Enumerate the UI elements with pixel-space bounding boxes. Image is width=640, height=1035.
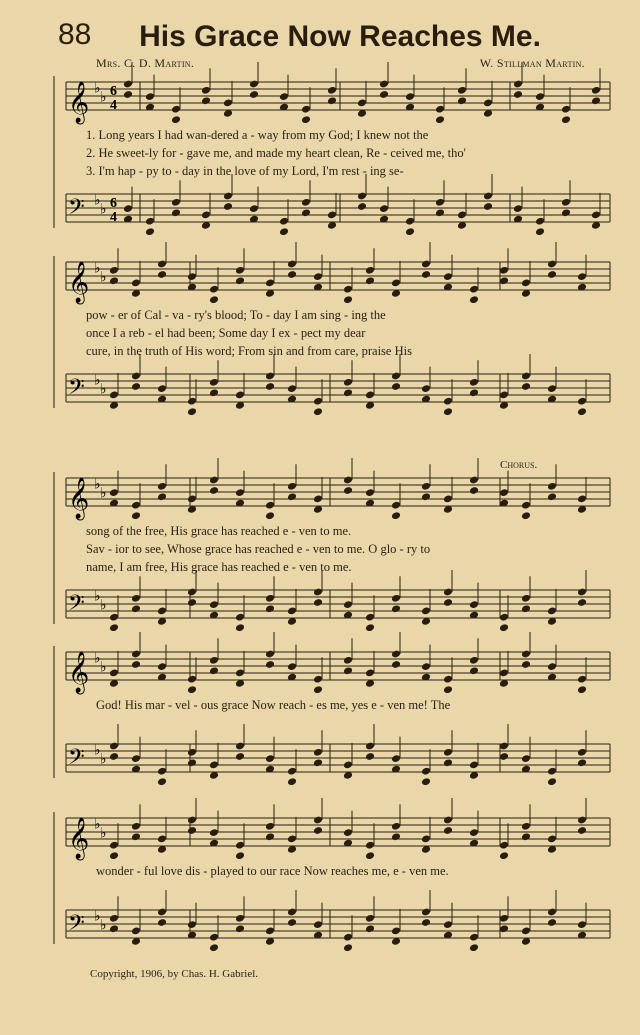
- note-head: [421, 918, 431, 927]
- note-head: [391, 382, 401, 391]
- note-head: [235, 276, 245, 285]
- flat-sign-icon: ♭: [100, 90, 107, 106]
- note-head: [235, 623, 245, 632]
- note-head: [235, 752, 245, 761]
- lyric-line: 1. Long years I had wan-dered a - way from my God; I knew not the: [86, 128, 429, 142]
- flat-sign-icon: ♭: [94, 81, 101, 97]
- flat-sign-icon: ♭: [100, 382, 107, 398]
- note-head: [131, 511, 141, 520]
- note-head: [265, 382, 275, 391]
- flat-sign-icon: ♭: [94, 589, 101, 605]
- note-head: [535, 227, 545, 236]
- note-head: [265, 604, 275, 613]
- note-head: [327, 96, 337, 105]
- note-head: [187, 598, 197, 607]
- note-head: [287, 918, 297, 927]
- flat-sign-icon: ♭: [94, 261, 101, 277]
- note-head: [391, 660, 401, 669]
- lyric-line: 2. He sweet-ly for - gave me, and made my heart clean, Re - ceived me, tho': [86, 146, 466, 160]
- note-head: [157, 270, 167, 279]
- lyric-line: 3. I'm hap - py to - day in the love of my Lord, I'm rest - ing se-: [86, 164, 404, 178]
- note-head: [201, 96, 211, 105]
- note-head: [343, 295, 353, 304]
- note-head: [561, 115, 571, 124]
- note-head: [131, 660, 141, 669]
- treble-clef-icon: 𝄞: [68, 82, 90, 123]
- note-head: [109, 276, 119, 285]
- note-head: [365, 924, 375, 933]
- note-head: [469, 486, 479, 495]
- note-head: [365, 276, 375, 285]
- bass-clef-icon: 𝄢: [68, 911, 85, 941]
- note-head: [265, 660, 275, 669]
- note-head: [187, 758, 197, 767]
- lyric-line: Sav - ior to see, Whose grace has reached e - ven to me. O glo - ry to: [86, 542, 431, 556]
- note-head: [421, 492, 431, 501]
- treble-clef-icon: 𝄞: [68, 262, 90, 303]
- note-head: [547, 492, 557, 501]
- note-head: [379, 90, 389, 99]
- note-head: [187, 407, 197, 416]
- lyric-line: name, I am free, His grace has reached e - ven to me.: [86, 560, 352, 574]
- note-head: [313, 758, 323, 767]
- note-head: [577, 758, 587, 767]
- copyright-notice: Copyright, 1906, by Chas. H. Gabriel.: [90, 968, 259, 980]
- bass-clef-icon: 𝄢: [68, 591, 85, 621]
- note-head: [421, 270, 431, 279]
- time-signature: 6: [110, 196, 117, 211]
- treble-clef-icon: 𝄞: [68, 478, 90, 519]
- note-head: [171, 208, 181, 217]
- note-head: [313, 598, 323, 607]
- flat-sign-icon: ♭: [100, 202, 107, 218]
- note-head: [145, 227, 155, 236]
- note-head: [435, 208, 445, 217]
- note-head: [499, 851, 509, 860]
- bass-clef-icon: 𝄢: [68, 745, 85, 775]
- note-head: [547, 777, 557, 786]
- note-head: [313, 685, 323, 694]
- note-head: [521, 660, 531, 669]
- flat-sign-icon: ♭: [100, 486, 107, 502]
- note-head: [343, 943, 353, 952]
- time-signature: 4: [110, 210, 117, 225]
- note-head: [235, 851, 245, 860]
- note-head: [405, 227, 415, 236]
- note-head: [343, 388, 353, 397]
- composer-credit: W. Stillman Martin.: [479, 56, 585, 70]
- note-head: [209, 943, 219, 952]
- note-head: [123, 90, 133, 99]
- note-head: [223, 202, 233, 211]
- note-head: [591, 96, 601, 105]
- lyric-line: cure, in the truth of His word; From sin and from care, praise His: [86, 344, 412, 358]
- treble-clef-icon: 𝄞: [68, 818, 90, 859]
- note-head: [343, 486, 353, 495]
- page-number: 88: [58, 18, 92, 51]
- note-head: [469, 666, 479, 675]
- note-head: [391, 511, 401, 520]
- note-head: [443, 685, 453, 694]
- treble-clef-icon: 𝄞: [68, 652, 90, 693]
- flat-sign-icon: ♭: [100, 826, 107, 842]
- lyric-line: pow - er of Cal - va - ry's blood; To - day I am sing - ing the: [86, 308, 386, 322]
- note-head: [435, 115, 445, 124]
- flat-sign-icon: ♭: [100, 752, 107, 768]
- note-head: [547, 918, 557, 927]
- note-head: [357, 202, 367, 211]
- note-head: [265, 511, 275, 520]
- note-head: [109, 752, 119, 761]
- chorus-label: Chorus.: [500, 459, 538, 471]
- note-head: [249, 90, 259, 99]
- lyric-line: song of the free, His grace has reached e - ven to me.: [86, 524, 352, 538]
- note-head: [499, 623, 509, 632]
- note-head: [421, 777, 431, 786]
- flat-sign-icon: ♭: [100, 270, 107, 286]
- flat-sign-icon: ♭: [94, 817, 101, 833]
- note-head: [131, 832, 141, 841]
- note-head: [131, 382, 141, 391]
- note-head: [235, 924, 245, 933]
- time-signature: 4: [110, 98, 117, 113]
- lyric-line: wonder - ful love dis - played to our race Now reaches me, e - ven me.: [96, 864, 449, 878]
- note-head: [521, 382, 531, 391]
- note-head: [457, 96, 467, 105]
- lyric-line: God! His mar - vel - ous grace Now reach - es me, yes e - ven me! The: [96, 698, 451, 712]
- note-head: [209, 486, 219, 495]
- note-head: [391, 604, 401, 613]
- note-head: [157, 777, 167, 786]
- note-head: [391, 832, 401, 841]
- note-head: [209, 295, 219, 304]
- note-head: [577, 685, 587, 694]
- note-head: [187, 826, 197, 835]
- note-head: [443, 598, 453, 607]
- note-head: [313, 826, 323, 835]
- note-head: [443, 758, 453, 767]
- note-head: [157, 492, 167, 501]
- note-head: [469, 943, 479, 952]
- bass-clef-icon: 𝄢: [68, 195, 85, 225]
- note-head: [577, 598, 587, 607]
- note-head: [521, 604, 531, 613]
- note-head: [313, 407, 323, 416]
- lyric-line: once I a reb - el had been; Some day I ex - pect my dear: [86, 326, 366, 340]
- note-head: [171, 115, 181, 124]
- note-head: [209, 666, 219, 675]
- flat-sign-icon: ♭: [94, 651, 101, 667]
- note-head: [287, 777, 297, 786]
- lyricist-credit: Mrs. C. D. Martin.: [96, 56, 195, 70]
- flat-sign-icon: ♭: [94, 477, 101, 493]
- note-head: [131, 604, 141, 613]
- note-head: [547, 270, 557, 279]
- flat-sign-icon: ♭: [100, 660, 107, 676]
- note-head: [279, 227, 289, 236]
- note-head: [287, 270, 297, 279]
- hymn-title: His Grace Now Reaches Me.: [139, 20, 541, 53]
- note-head: [287, 492, 297, 501]
- note-head: [483, 202, 493, 211]
- note-head: [365, 623, 375, 632]
- note-head: [513, 90, 523, 99]
- note-head: [301, 115, 311, 124]
- flat-sign-icon: ♭: [94, 909, 101, 925]
- note-head: [469, 295, 479, 304]
- bass-clef-icon: 𝄢: [68, 375, 85, 405]
- note-head: [577, 407, 587, 416]
- flat-sign-icon: ♭: [100, 918, 107, 934]
- note-head: [521, 511, 531, 520]
- note-head: [109, 623, 119, 632]
- note-head: [265, 832, 275, 841]
- time-signature: 6: [110, 84, 117, 99]
- note-head: [109, 924, 119, 933]
- note-head: [561, 208, 571, 217]
- flat-sign-icon: ♭: [94, 193, 101, 209]
- flat-sign-icon: ♭: [100, 598, 107, 614]
- note-head: [443, 826, 453, 835]
- flat-sign-icon: ♭: [94, 743, 101, 759]
- note-head: [157, 918, 167, 927]
- note-head: [469, 388, 479, 397]
- note-head: [109, 851, 119, 860]
- note-head: [365, 752, 375, 761]
- note-head: [365, 851, 375, 860]
- note-head: [301, 208, 311, 217]
- note-head: [343, 666, 353, 675]
- note-head: [577, 826, 587, 835]
- flat-sign-icon: ♭: [94, 373, 101, 389]
- note-head: [209, 388, 219, 397]
- note-head: [443, 407, 453, 416]
- note-head: [187, 685, 197, 694]
- note-head: [521, 832, 531, 841]
